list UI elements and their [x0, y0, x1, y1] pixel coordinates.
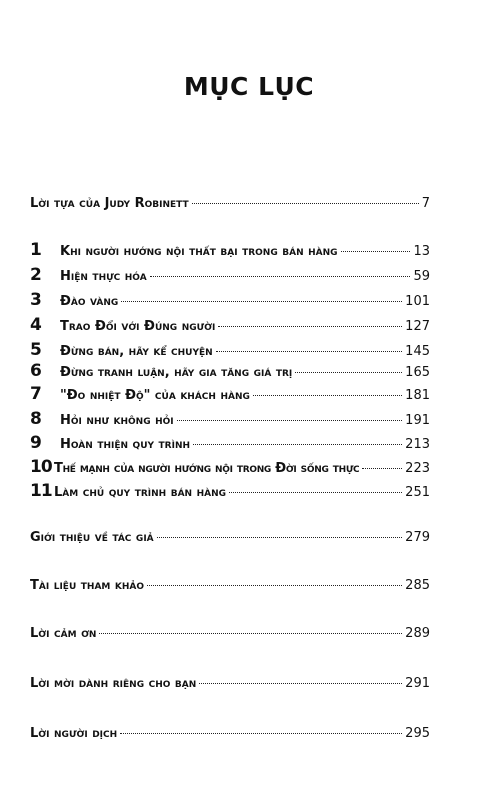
- entry-page: 213: [405, 437, 430, 452]
- dot-leader: [157, 537, 403, 538]
- toc-entry-about-author: [30, 530, 430, 552]
- entry-label: "Đo nhiệt Độ" của khách hàng: [60, 388, 250, 403]
- chapter-number: 11: [30, 481, 52, 501]
- toc-entry-invitation: [30, 676, 430, 698]
- chapter-number: 6: [30, 361, 42, 381]
- toc-entry-preface: [30, 196, 430, 218]
- entry-label: Đào vàng: [60, 294, 119, 309]
- entry-page: 127: [405, 319, 430, 334]
- toc-entry-chapter-1: [30, 240, 430, 262]
- dot-leader: [253, 395, 402, 396]
- dot-leader: [177, 420, 403, 421]
- dot-leader: [295, 372, 402, 373]
- entry-label: Lời người dịch: [30, 726, 118, 741]
- entry-page: 291: [405, 676, 430, 691]
- entry-page: 101: [405, 294, 430, 309]
- entry-label: Làm chủ quy trình bán hàng: [54, 485, 227, 500]
- entry-page: 285: [405, 578, 430, 593]
- chapter-number: 3: [30, 290, 42, 310]
- chapter-number: 7: [30, 384, 42, 404]
- chapter-number: 8: [30, 409, 42, 429]
- entry-label: Thế mạnh của người hướng nội trong Đời sống thực: [54, 461, 360, 476]
- chapter-number: 1: [30, 240, 42, 260]
- entry-page: 295: [405, 726, 430, 741]
- entry-label: Khi người hướng nội thất bại trong bán hàng: [60, 244, 338, 259]
- entry-label: Lời cảm ơn: [30, 626, 97, 641]
- dot-leader: [341, 251, 411, 252]
- entry-label: Lời mời dành riêng cho bạn: [30, 676, 197, 691]
- entry-label: Hiện thực hóa: [60, 269, 147, 284]
- toc-entry-chapter-7: [30, 384, 430, 406]
- entry-label: Giới thiệu về tác giả: [30, 530, 154, 545]
- toc-entry-acknowledgements: [30, 626, 430, 648]
- dot-leader: [199, 683, 402, 684]
- toc-entry-chapter-9: [30, 433, 430, 455]
- entry-page: 145: [405, 344, 430, 359]
- entry-label: Tài liệu tham khảo: [30, 578, 145, 593]
- dot-leader: [147, 585, 402, 586]
- toc-entry-translator: [30, 726, 430, 748]
- entry-label: Lời tựa của Judy Robinett: [30, 196, 189, 211]
- chapter-number: 9: [30, 433, 42, 453]
- toc-entry-chapter-6: [30, 361, 430, 383]
- dot-leader: [120, 733, 402, 734]
- entry-label: Đừng bán, hãy kể chuyện: [60, 344, 213, 359]
- dot-leader: [218, 326, 402, 327]
- toc-entry-chapter-5: [30, 340, 430, 362]
- entry-page: 251: [405, 485, 430, 500]
- entry-page: 289: [405, 626, 430, 641]
- entry-page: 191: [405, 413, 430, 428]
- toc-entry-chapter-8: [30, 409, 430, 431]
- toc-entry-references: [30, 578, 430, 600]
- chapter-number: 4: [30, 315, 42, 335]
- entry-label: Hoàn thiện quy trình: [60, 437, 191, 452]
- dot-leader: [362, 468, 402, 469]
- entry-page: 165: [405, 365, 430, 380]
- chapter-number: 2: [30, 265, 42, 285]
- dot-leader: [150, 276, 411, 277]
- entry-page: 279: [405, 530, 430, 545]
- entry-page: 59: [413, 269, 430, 284]
- dot-leader: [121, 301, 402, 302]
- chapter-number: 10: [30, 457, 52, 477]
- dot-leader: [193, 444, 402, 445]
- chapter-number: 5: [30, 340, 42, 360]
- entry-label: Đừng tranh luận, hãy gia tăng giá trị: [60, 365, 293, 380]
- dot-leader: [192, 203, 419, 204]
- entry-label: Trao Đổi với Đúng người: [60, 319, 216, 334]
- dot-leader: [216, 351, 403, 352]
- toc-entry-chapter-3: [30, 290, 430, 312]
- toc-entry-chapter-2: [30, 265, 430, 287]
- entry-page: 7: [421, 196, 430, 211]
- entry-page: 223: [405, 461, 430, 476]
- toc-entry-chapter-4: [30, 315, 430, 337]
- entry-page: 13: [413, 244, 430, 259]
- dot-leader: [229, 492, 402, 493]
- entry-page: 181: [405, 388, 430, 403]
- toc-entry-chapter-10: [30, 457, 430, 479]
- page-title: MỤC LỤC: [183, 72, 315, 101]
- entry-label: Hỏi như không hỏi: [60, 413, 174, 428]
- dot-leader: [99, 633, 402, 634]
- toc-entry-chapter-11: [30, 481, 430, 503]
